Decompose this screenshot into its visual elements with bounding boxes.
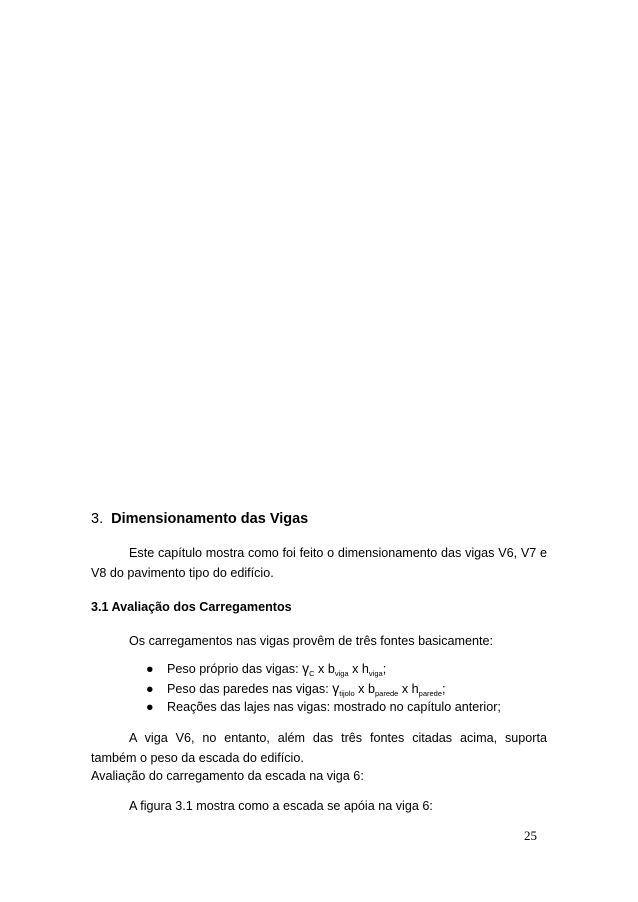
section-intro-paragraph: Este capítulo mostra como foi feito o dimensionamento das vigas V6, V7 e V8 do pavimento tipo do edifício. xyxy=(91,546,547,580)
bullet-item-wall-weight: ● Peso das paredes nas vigas: $\gamma_{tijolo}$ x $b_{parede}$ x $h_{parede}$; xyxy=(146,680,446,698)
figure-reference-paragraph: A figura 3.1 mostra como a escada se apóia na viga 6: xyxy=(129,799,433,813)
v6-paragraph: A viga V6, no entanto, além das três fontes citadas acima, suporta também o peso da escada do edifício. xyxy=(91,731,547,765)
bullet-item-slab-reactions: ● Reações das lajes nas vigas: mostrado no capítulo anterior; xyxy=(146,700,501,714)
gamma-symbol: γ xyxy=(332,680,340,696)
page-number: 25 xyxy=(524,828,537,843)
stair-load-heading: Avaliação do carregamento da escada na viga 6: xyxy=(91,769,364,783)
bullet-dot-icon: ● xyxy=(146,682,154,696)
section-title: Dimensionamento das Vigas xyxy=(111,511,309,527)
subsection-intro-paragraph: Os carregamentos nas vigas provêm de três fontes basicamente: xyxy=(129,634,493,648)
section-number: 3. xyxy=(91,511,104,527)
bullet-item-self-weight: ● Peso próprio das vigas: $\gamma_C$ x $b_{viga}$ x $h_{viga}$; xyxy=(146,660,387,678)
subsection-heading: 3.1 Avaliação dos Carregamentos xyxy=(91,600,292,614)
gamma-symbol: γ xyxy=(302,660,310,676)
section-heading xyxy=(91,511,308,527)
bullet-dot-icon: ● xyxy=(146,662,154,676)
bullet-dot-icon: ● xyxy=(146,700,154,714)
